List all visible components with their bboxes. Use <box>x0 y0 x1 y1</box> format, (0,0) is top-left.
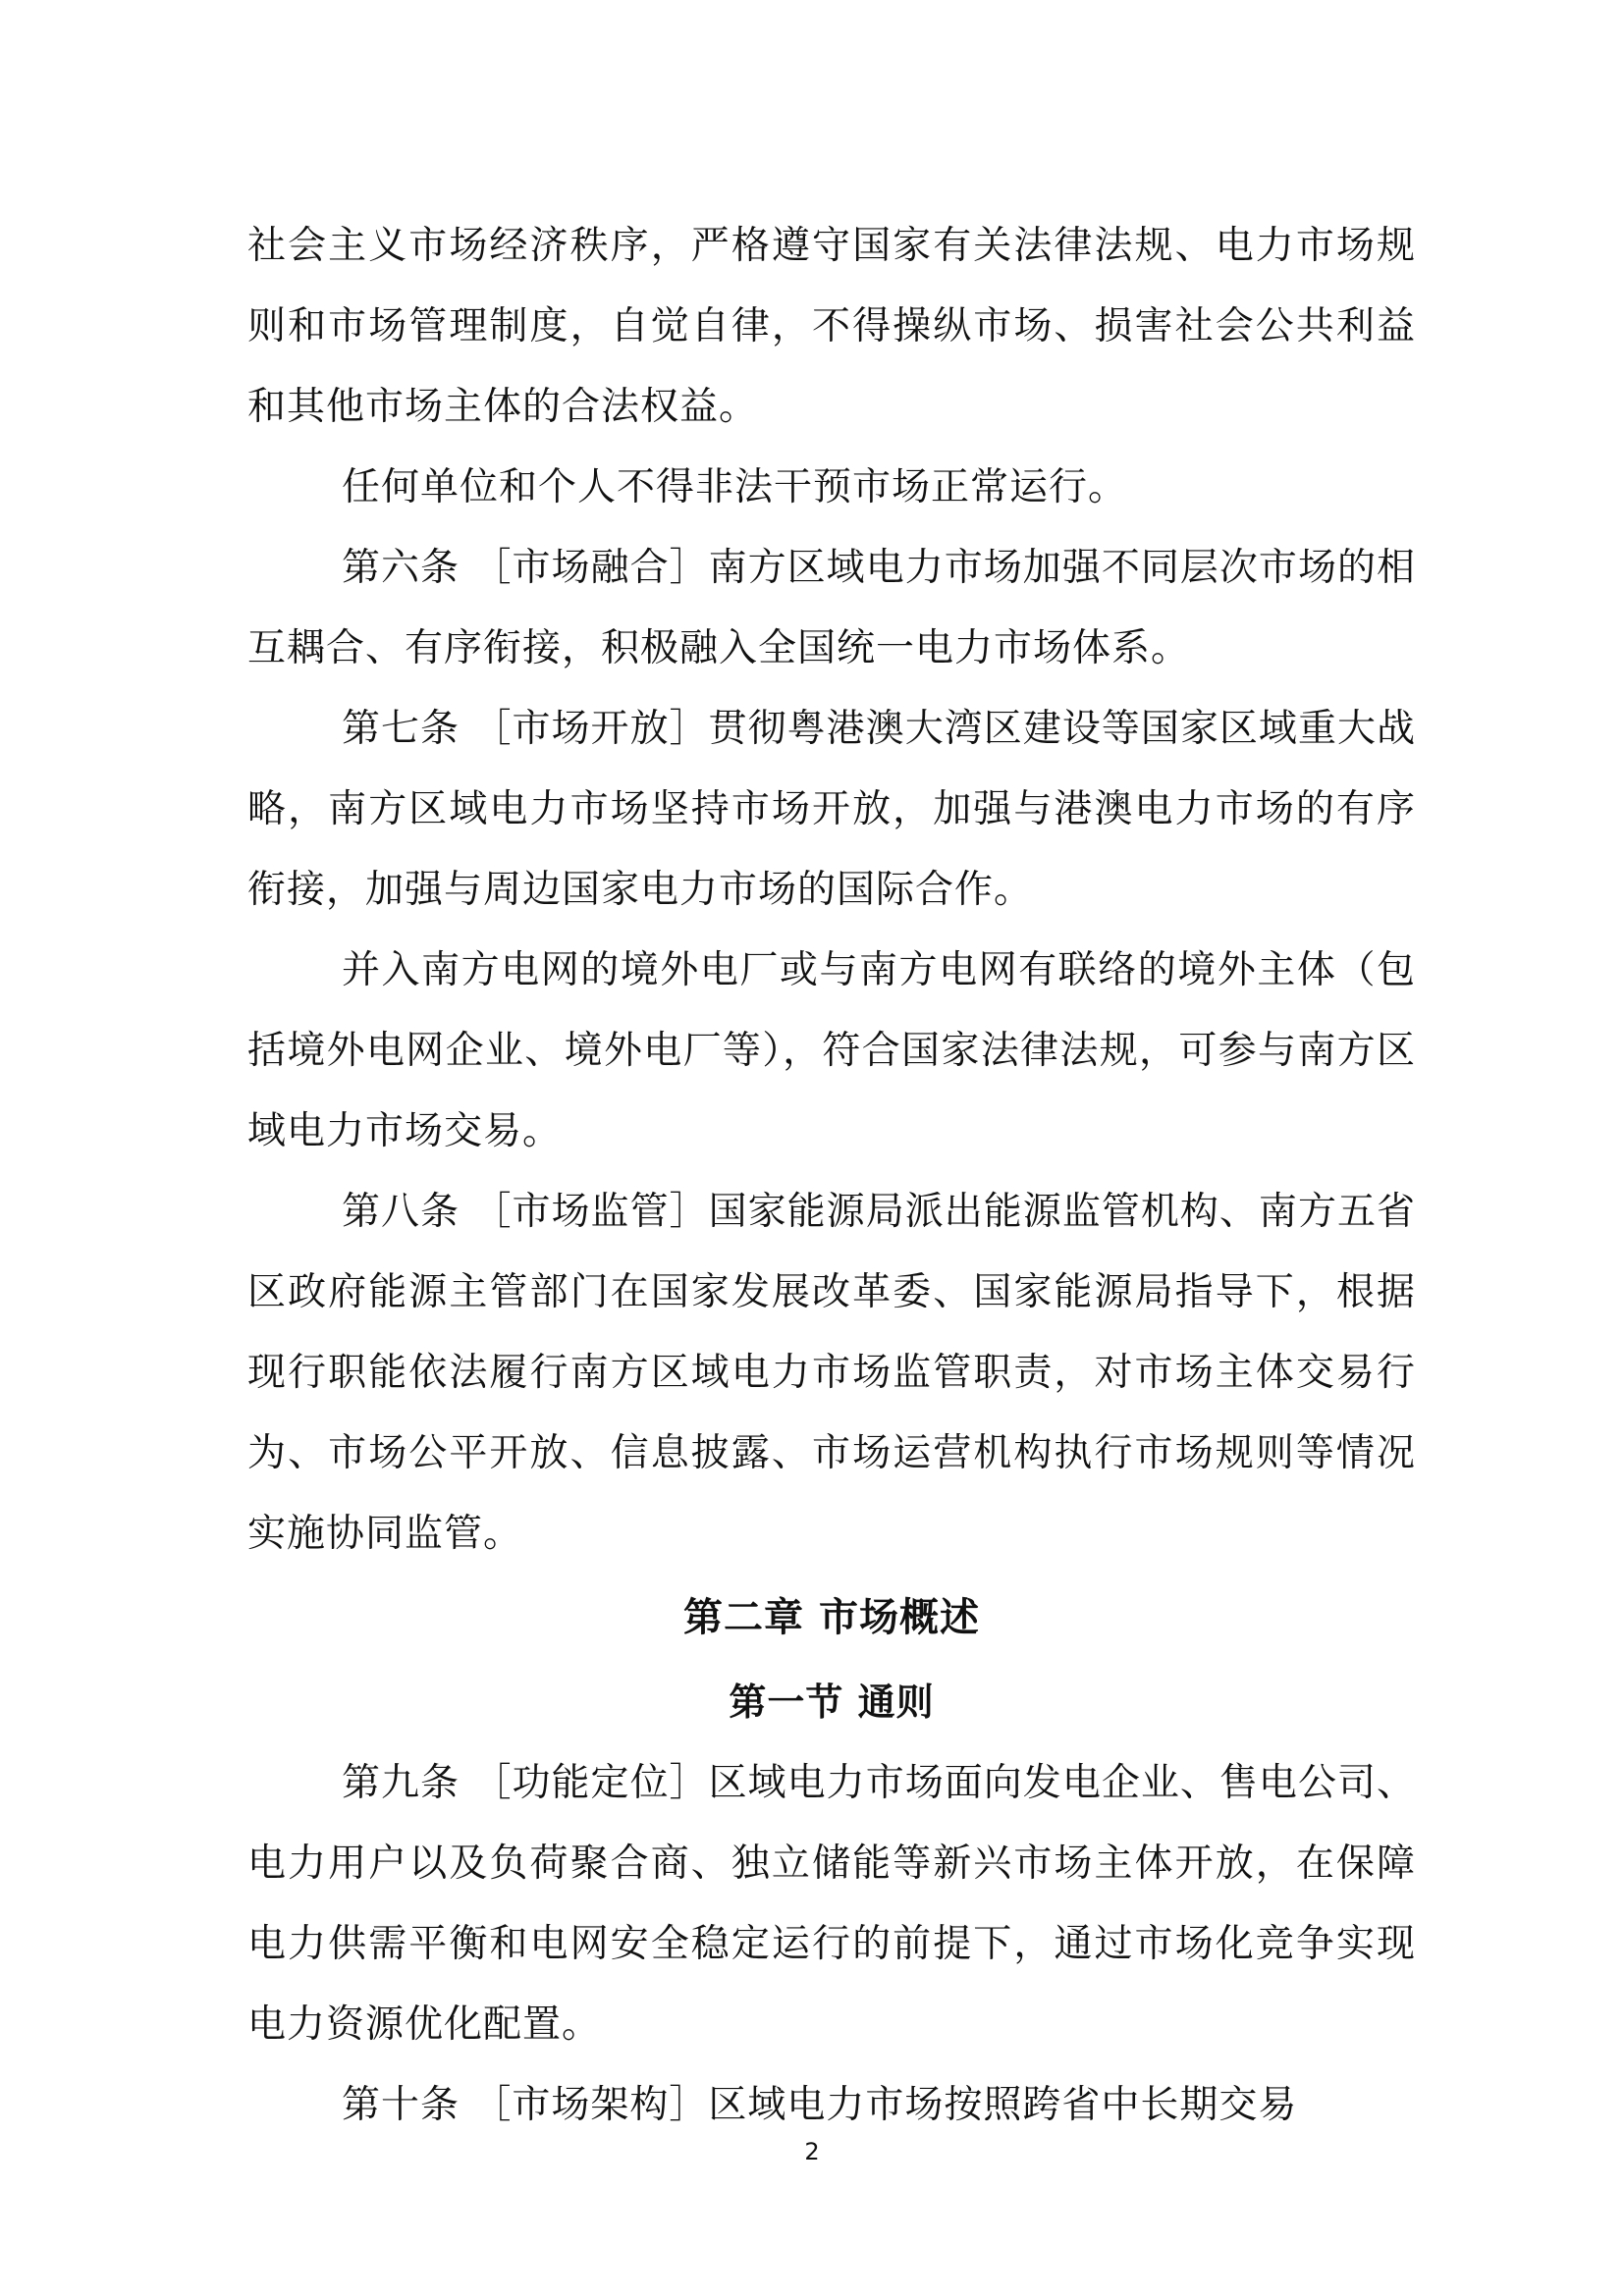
document-body <box>247 206 1416 2146</box>
article-10: 第十条 ［市场架构］区域电力市场按照跨省中长期交易 <box>342 2083 1298 2127</box>
article-6: 第六条 ［市场融合］南方区域电力市场加强不同层次市场的相互耦合、有序衔接，积极融入全国统一电力市场体系。 <box>247 546 1416 670</box>
paragraph: 并入南方电网的境外电厂或与南方电网有联络的境外主体（包括境外电网企业、境外电厂等），符合国家法律法规，可参与南方区域电力市场交易。 <box>247 948 1416 1153</box>
paragraph-continuation: 社会主义市场经济秩序，严格遵守国家有关法律法规、电力市场规则和市场管理制度，自觉自律，不得操纵市场、损害社会公共利益和其他市场主体的合法权益。 <box>247 224 1416 429</box>
chapter-title: 第二章 市场概述 <box>683 1595 980 1640</box>
article-7: 第七条 ［市场开放］贯彻粤港澳大湾区建设等国家区域重大战略，南方区域电力市场坚持市场开放，加强与港澳电力市场的有序衔接，加强与周边国家电力市场的国际合作。 <box>247 707 1416 912</box>
article-8: 第八条 ［市场监管］国家能源局派出能源监管机构、南方五省区政府能源主管部门在国家发展改革委、国家能源局指导下，根据现行职能依法履行南方区域电力市场监管职责，对市场主体交易行为、市场公平开放、信息披露、市场运营机构执行市场规则等情况实施协同监管。 <box>247 1190 1416 1556</box>
paragraph: 任何单位和个人不得非法干预市场正常运行。 <box>342 465 1128 509</box>
section-title: 第一节 通则 <box>729 1680 935 1724</box>
article-9: 第九条 ［功能定位］区域电力市场面向发电企业、售电公司、电力用户以及负荷聚合商、独立储能等新兴市场主体开放，在保障电力供需平衡和电网安全稳定运行的前提下，通过市场化竞争实现电力资源优化配置。 <box>247 1761 1416 2047</box>
page-number: 2 <box>804 2138 820 2165</box>
